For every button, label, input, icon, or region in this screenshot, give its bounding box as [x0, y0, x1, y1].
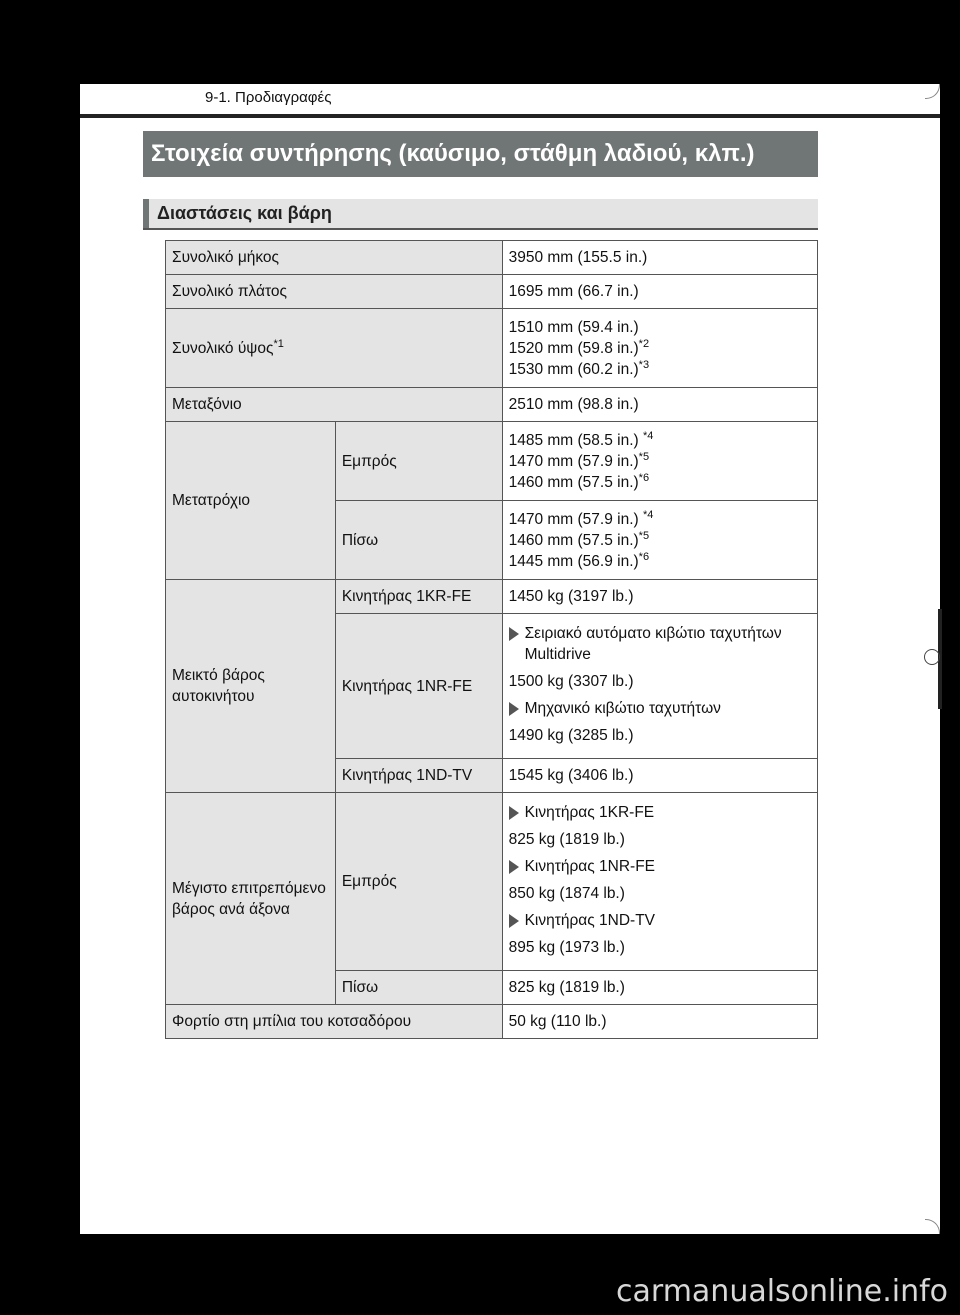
triangle-bullet-icon — [509, 860, 519, 874]
footnote-mark: *1 — [273, 337, 284, 350]
value-line: 1520 mm (59.8 in.)$^{*2}$ — [508, 337, 650, 357]
height-label: Συνολικό ύψος — [172, 339, 274, 357]
value-line: 1485 mm (58.5 in.) $^{*4}$ — [508, 429, 654, 449]
subsection-header — [143, 199, 818, 230]
page-title: Στοιχεία συντήρησης (καύσιμο, στάθμη λαδιού, κλπ.) — [143, 131, 818, 177]
table-row — [166, 309, 818, 388]
value-line: 1500 kg (3307 lb.) — [508, 673, 634, 690]
table-row — [166, 580, 818, 614]
sub-label: Πίσω — [335, 971, 502, 1005]
bullet-item: Κινητήρας 1NR-FE — [509, 856, 811, 877]
row-value — [502, 309, 817, 388]
row-label: Φορτίο στη μπίλια του κοτσαδόρου — [166, 1005, 503, 1039]
value-line: 1470 mm (57.9 in.)$^{*5}$ — [508, 450, 650, 470]
crop-mark-top — [925, 84, 940, 99]
subsection-title: Διαστάσεις και βάρη — [157, 203, 332, 223]
row-label: Συνολικό πλάτος — [166, 275, 503, 309]
bullet-item: Μηχανικό κιβώτιο ταχυτήτων — [509, 698, 811, 719]
value-line: 1470 mm (57.9 in.) $^{*4}$ — [508, 508, 654, 528]
sub-label: Πίσω — [335, 501, 502, 580]
row-value: 1450 kg (3197 lb.) — [502, 580, 817, 614]
table-row — [166, 241, 818, 275]
row-label — [166, 309, 503, 388]
subsection-accent — [143, 199, 149, 228]
sub-label: Κινητήρας 1KR-FE — [335, 580, 502, 614]
bullet-item: Κινητήρας 1ND-TV — [509, 910, 811, 931]
row-label: Μεταξόνιο — [166, 388, 503, 422]
value-line: 850 kg (1874 lb.) — [508, 885, 625, 902]
value-line: 1460 mm (57.5 in.)$^{*6}$ — [508, 471, 650, 491]
row-value: 3950 mm (155.5 in.) — [502, 241, 817, 275]
page-section-title: 9-1. Προδιαγραφές — [205, 89, 332, 106]
table-row — [166, 422, 818, 501]
bullet-item: Κινητήρας 1KR-FE — [509, 802, 811, 823]
sub-label: Εμπρός — [335, 422, 502, 501]
row-label: Συνολικό μήκος — [166, 241, 503, 275]
watermark: carmanualsonline.info — [616, 1274, 948, 1309]
value-line: 1460 mm (57.5 in.)$^{*5}$ — [508, 529, 650, 549]
triangle-bullet-icon — [509, 702, 519, 716]
row-value: 50 kg (110 lb.) — [502, 1005, 817, 1039]
table-row — [166, 388, 818, 422]
row-value: 1695 mm (66.7 in.) — [502, 275, 817, 309]
triangle-bullet-icon — [509, 914, 519, 928]
registration-mark — [924, 649, 940, 665]
crop-mark-bottom — [925, 1219, 940, 1234]
sub-label: Κινητήρας 1NR-FE — [335, 614, 502, 759]
row-value — [502, 422, 817, 501]
row-value: 825 kg (1819 lb.) — [502, 971, 817, 1005]
row-label: Μέγιστο επιτρεπόμενο βάρος ανά άξονα — [166, 793, 336, 1005]
value-line: 1445 mm (56.9 in.)$^{*6}$ — [508, 550, 650, 570]
value-line: 895 kg (1973 lb.) — [508, 939, 625, 956]
value-line: 1510 mm (59.4 in.) — [508, 318, 639, 336]
triangle-bullet-icon — [509, 627, 519, 641]
value-line: 1530 mm (60.2 in.)$^{*3}$ — [508, 358, 650, 378]
specs-table — [165, 240, 818, 1039]
row-value — [502, 501, 817, 580]
row-value: 1545 kg (3406 lb.) — [502, 759, 817, 793]
row-value — [502, 614, 817, 759]
header-rule — [80, 114, 940, 118]
row-value: 2510 mm (98.8 in.) — [502, 388, 817, 422]
bullet-item: Σειριακό αυτόματο κιβώτιο ταχυτήτων Multidrive — [509, 623, 811, 665]
row-label: Μεικτό βάρος αυτοκινήτου — [166, 580, 336, 793]
row-label: Μετατρόχιο — [166, 422, 336, 580]
table-row — [166, 793, 818, 971]
value-line: 825 kg (1819 lb.) — [508, 831, 625, 848]
table-row — [166, 275, 818, 309]
row-value — [502, 793, 817, 971]
table-row — [166, 1005, 818, 1039]
sub-label: Κινητήρας 1ND-TV — [335, 759, 502, 793]
sub-label: Εμπρός — [335, 793, 502, 971]
triangle-bullet-icon — [509, 806, 519, 820]
value-line: 1490 kg (3285 lb.) — [508, 727, 634, 744]
